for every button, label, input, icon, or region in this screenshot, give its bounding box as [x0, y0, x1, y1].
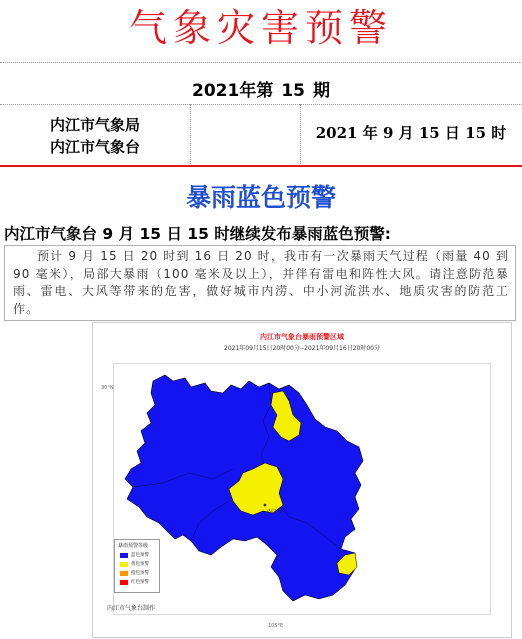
warning-body: 预计 9 月 15 日 20 时到 16 日 20 时，我市有一次暴雨天气过程（雨量 40 到 90 毫米），局部大暴雨（100 毫米及以上），并伴有雷电和阵性大风。请注意防范暴雨、雷电、大风等带来的危害，做好城市内涝、中小河流洪水、地质灾害的防范工作。 [13, 249, 509, 316]
divider [190, 104, 191, 164]
city-dot [264, 504, 267, 507]
agency-bureau: 内江市气象局 [50, 116, 141, 134]
place-label: 内江市 [267, 509, 283, 515]
map-producer: 内江市气象台制作 [107, 605, 156, 612]
warning-title: 暴雨蓝色预警 [185, 183, 336, 212]
legend-swatch [120, 562, 128, 567]
agency-observatory: 内江市气象台 [50, 138, 141, 156]
map-legend [114, 539, 160, 593]
legend-label: 蓝色预警 [131, 553, 149, 558]
issue-prefix: 2021年第 [192, 81, 274, 101]
map-title: 内江市气象台暴雨预警区域 [260, 333, 344, 341]
map-period: 2021年09月15日20时00分--2021年09月16日20时00分 [224, 345, 380, 352]
issue-suffix: 期 [313, 81, 330, 101]
legend-label: 黄色预警 [131, 562, 149, 567]
issue-date: 2021 年 9 月 15 日 15 时 [315, 124, 507, 142]
issue-value: 15 [281, 81, 305, 101]
legend-item [120, 579, 160, 586]
issue-number [0, 76, 522, 101]
map-coord-top: 30°N [101, 385, 114, 391]
warning-body-box [4, 245, 516, 321]
header-title: 气象灾害预警 [128, 6, 393, 50]
legend-label: 红色预警 [131, 580, 149, 585]
legend-swatch [120, 580, 128, 585]
legend-swatch [120, 571, 128, 576]
map-coord-bottom: 105°E [268, 623, 284, 629]
divider [0, 104, 522, 105]
legend-label: 橙色预警 [131, 571, 149, 576]
warning-map [92, 322, 512, 638]
header-red-rule [0, 165, 522, 167]
divider [0, 62, 522, 63]
legend-item [120, 552, 160, 559]
legend-item [120, 561, 160, 568]
warning-subtitle: 内江市气象台 9 月 15 日 15 时继续发布暴雨蓝色预警: [4, 225, 392, 243]
legend-item [120, 570, 160, 577]
legend-title: 暴雨预警等级 [118, 543, 149, 549]
legend-swatch [120, 553, 128, 558]
header-info-table [0, 62, 522, 166]
